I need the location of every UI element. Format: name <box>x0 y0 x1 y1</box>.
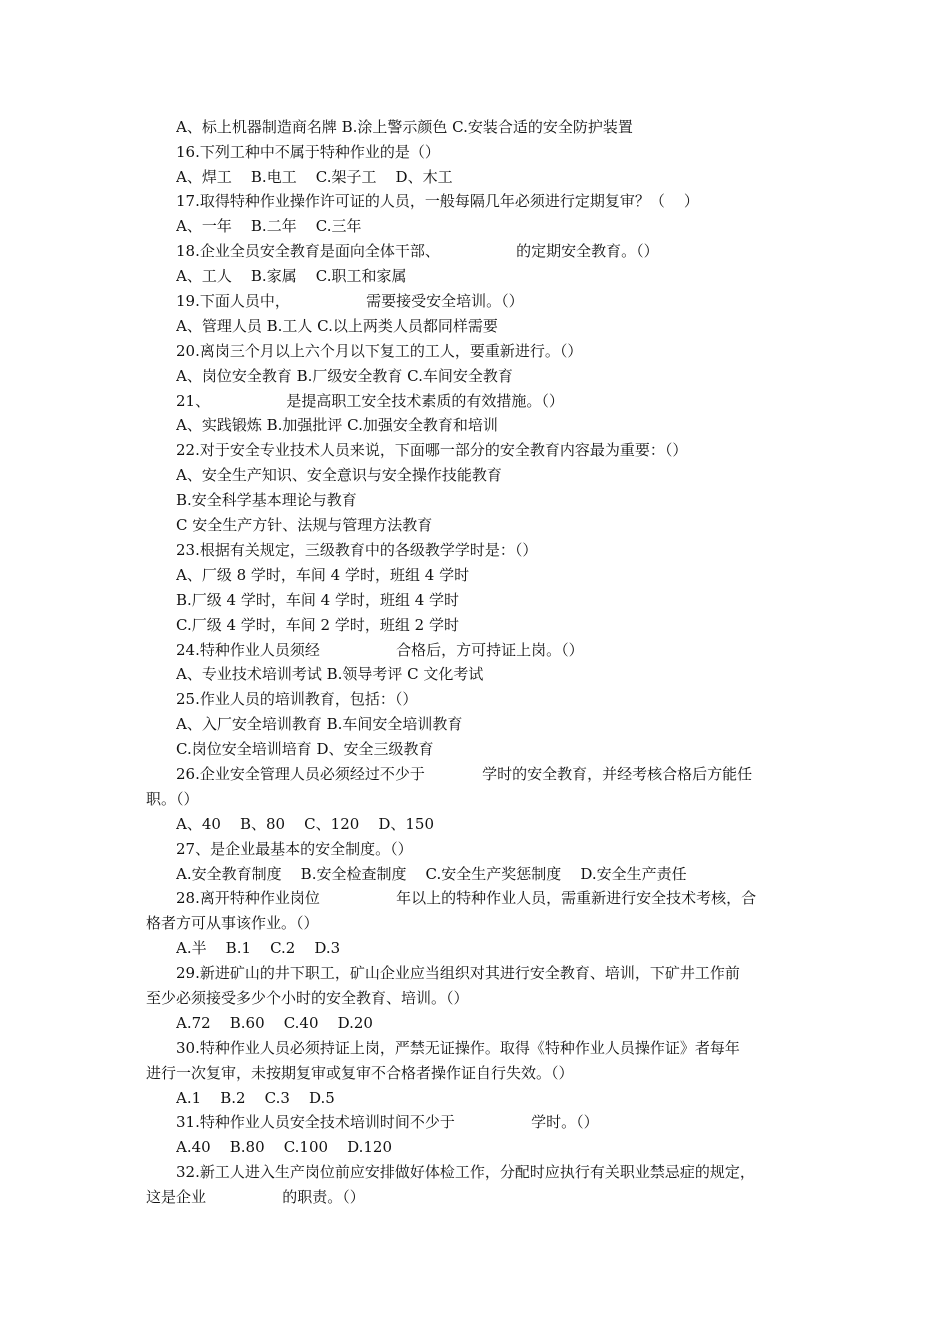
question-32-continued: 这是企业 的职责。（） <box>146 1188 365 1206</box>
question-16: 16.下列工种中不属于特种作业的是（） <box>176 143 440 161</box>
answer-options-25cd: C.岗位安全培训培育 D、安全三级教育 <box>176 740 434 758</box>
question-19: 19.下面人员中， 需要接受安全培训。（） <box>176 292 524 310</box>
answer-option-22a: A、安全生产知识、安全意识与安全操作技能教育 <box>176 466 502 484</box>
question-28-continued: 格者方可从事该作业。（） <box>146 914 319 932</box>
question-29-continued: 至少必须接受多少个小时的安全教育、培训。（） <box>146 989 469 1007</box>
answer-options-26: A、40 B、80 C、120 D、150 <box>176 815 435 833</box>
answer-option-23b: B.厂级 4 学时，车间 4 学时，班组 4 学时 <box>176 591 460 609</box>
answer-options-30: A.1 B.2 C.3 D.5 <box>176 1089 335 1107</box>
answer-options-24: A、专业技术培训考试 B.领导考评 C 文化考试 <box>176 665 484 683</box>
answer-options-16: A、焊工 B.电工 C.架子工 D、木工 <box>176 168 453 186</box>
question-29: 29.新进矿山的井下职工，矿山企业应当组织对其进行安全教育、培训，下矿井工作前 <box>176 964 740 982</box>
answer-options-27: A.安全教育制度 B.安全检查制度 C.安全生产奖惩制度 D.安全生产责任 <box>176 865 687 883</box>
question-30: 30.特种作业人员必须持证上岗，严禁无证操作。取得《特种作业人员操作证》者每年 <box>176 1039 740 1057</box>
question-26: 26.企业安全管理人员必须经过不少于 学时的安全教育，并经考核合格后方能任 <box>176 765 753 783</box>
answer-options-18: A、工人 B.家属 C.职工和家属 <box>176 267 407 285</box>
answer-options-21: A、实践锻炼 B.加强批评 C.加强安全教育和培训 <box>176 416 498 434</box>
answer-option-22c: C 安全生产方针、法规与管理方法教育 <box>176 516 433 534</box>
answer-options-19: A、管理人员 B.工人 C.以上两类人员都同样需要 <box>176 317 498 335</box>
answer-options-25ab: A、入厂安全培训教育 B.车间安全培训教育 <box>176 715 463 733</box>
answer-option-23a: A、厂级 8 学时，车间 4 学时，班组 4 学时 <box>176 566 470 584</box>
question-23: 23.根据有关规定，三级教育中的各级教学学时是：（） <box>176 541 538 559</box>
answer-options-17: A、一年 B.二年 C.三年 <box>176 217 362 235</box>
answer-options-31: A.40 B.80 C.100 D.120 <box>176 1138 393 1156</box>
answer-options-28: A.半 B.1 C.2 D.3 <box>176 939 341 957</box>
question-28: 28.离开特种作业岗位 年以上的特种作业人员，需重新进行安全技术考核，合 <box>176 889 757 907</box>
question-24: 24.特种作业人员须经 合格后，方可持证上岗。（） <box>176 641 584 659</box>
answer-option-23c: C.厂级 4 学时，车间 2 学时，班组 2 学时 <box>176 616 459 634</box>
question-17: 17.取得特种作业操作许可证的人员，一般每隔几年必须进行定期复审？（ ） <box>176 192 699 210</box>
question-25: 25.作业人员的培训教育，包括：（） <box>176 690 418 708</box>
question-18: 18.企业全员安全教育是面向全体干部、 的定期安全教育。（） <box>176 242 659 260</box>
answer-option-22b: B.安全科学基本理论与教育 <box>176 491 357 509</box>
question-22: 22.对于安全专业技术人员来说，下面哪一部分的安全教育内容最为重要：（） <box>176 441 688 459</box>
question-20: 20.离岗三个月以上六个月以下复工的工人，要重新进行。（） <box>176 342 583 360</box>
question-32: 32.新工人进入生产岗位前应安排做好体检工作，分配时应执行有关职业禁忌症的规定， <box>176 1163 755 1181</box>
answer-options-20: A、岗位安全教育 B.厂级安全教育 C.车间安全教育 <box>176 367 513 385</box>
question-27: 27、是企业最基本的安全制度。（） <box>176 840 413 858</box>
answer-options-29: A.72 B.60 C.40 D.20 <box>176 1014 373 1032</box>
question-31: 31.特种作业人员安全技术培训时间不少于 学时。（） <box>176 1113 599 1131</box>
answer-options-15: A、标上机器制造商名牌 B.涂上警示颜色 C.安装合适的安全防护装置 <box>176 118 633 136</box>
question-30-continued: 进行一次复审，未按期复审或复审不合格者操作证自行失效。（） <box>146 1064 574 1082</box>
question-26-continued: 职。（） <box>146 790 199 808</box>
question-21: 21、 是提高职工安全技术素质的有效措施。（） <box>176 392 564 410</box>
